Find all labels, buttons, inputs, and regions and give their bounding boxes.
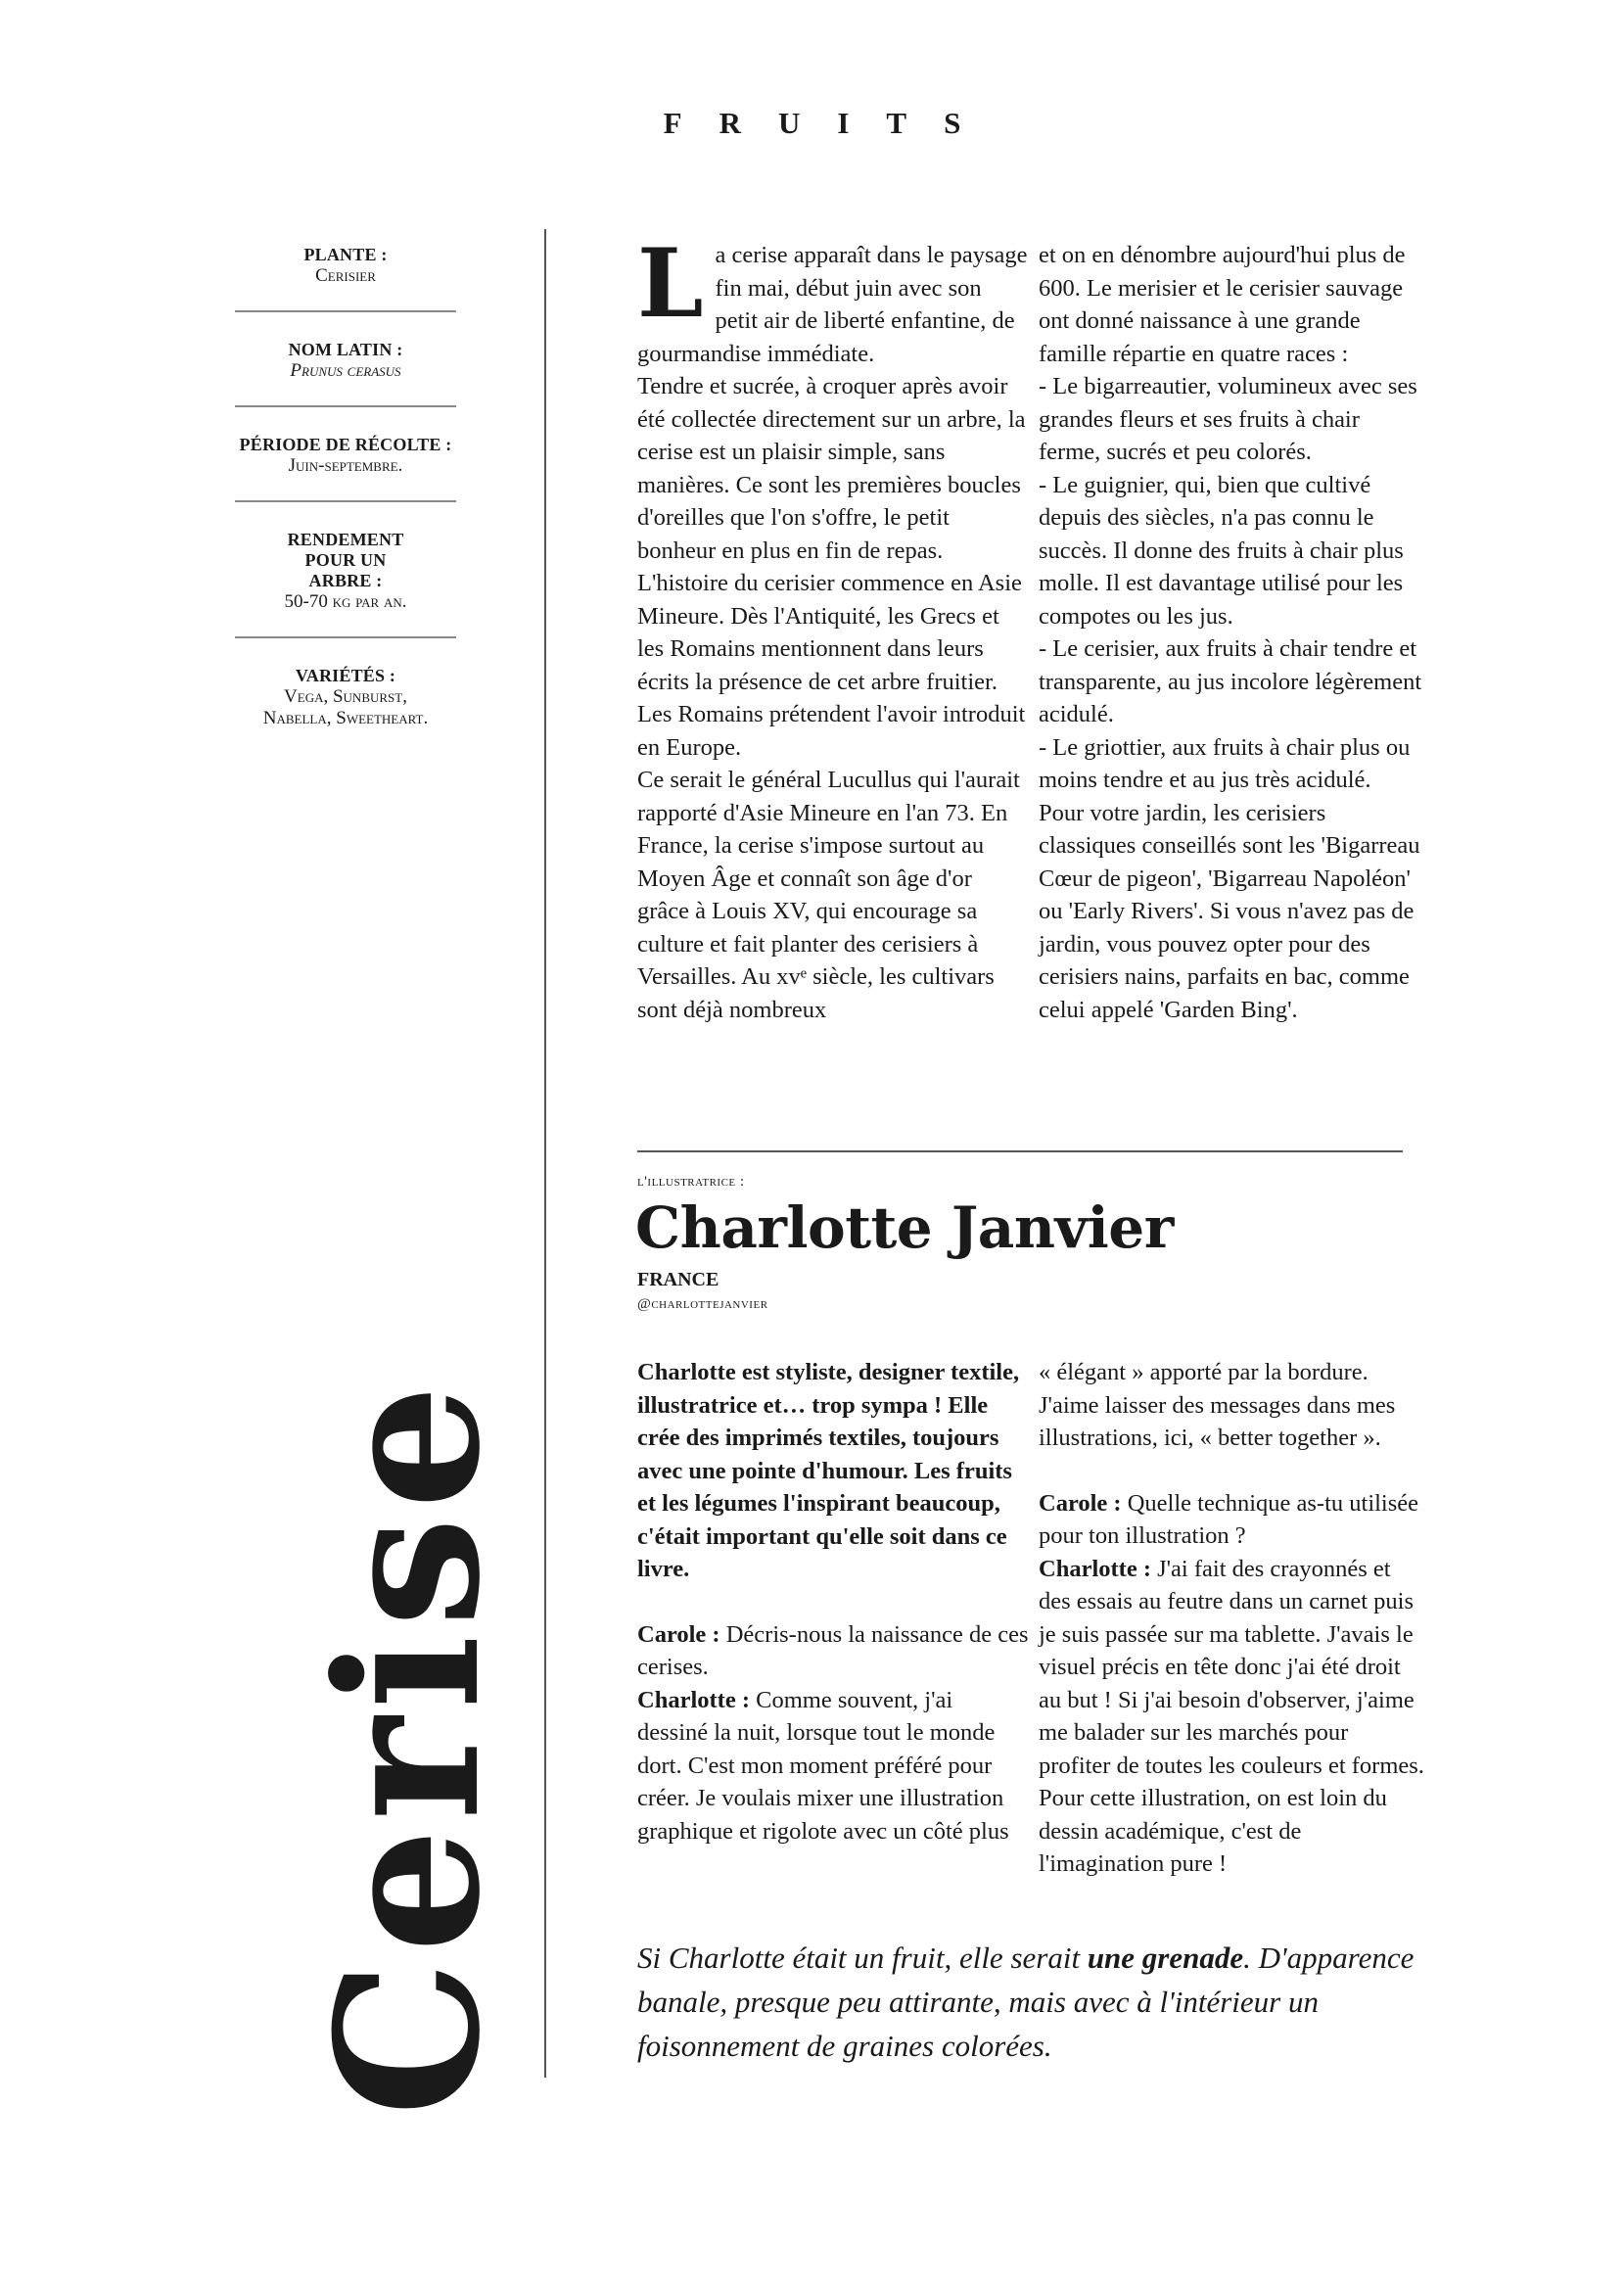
interview-answer	[637, 1684, 1029, 1848]
vertical-divider	[544, 229, 546, 2078]
info-label: PÉRIODE DE RÉCOLTE :	[239, 435, 452, 454]
quote-emphasis: une grenade	[1087, 1941, 1244, 1975]
interview-answer	[1039, 1553, 1425, 1881]
drop-cap: L	[637, 228, 704, 339]
illustrator-label: l'illustratrice :	[637, 1174, 745, 1190]
speaker-name: Charlotte :	[1039, 1555, 1151, 1582]
info-nom-latin	[235, 340, 456, 407]
info-label: NOM LATIN :	[288, 340, 403, 359]
horizontal-divider	[637, 1150, 1403, 1152]
interview-question	[637, 1618, 1029, 1684]
quote-text: . D'apparence banale, presque peu attirante, mais avec à l'intérieur un foisonnement de graines colorées.	[637, 1941, 1415, 2063]
article-paragraph: - Le cerisier, aux fruits à chair tendre et transparente, au jus incolore légèrement acidulé.	[1039, 635, 1422, 727]
info-value: Juin-septembre.	[288, 455, 403, 476]
plant-info-sidebar	[235, 245, 456, 780]
illustrator-country: FRANCE	[637, 1269, 719, 1290]
info-varietes	[235, 666, 456, 753]
article-paragraph: - Le griottier, aux fruits à chair plus ou moins tendre et au jus très acidulé.	[1039, 733, 1411, 793]
info-plante	[235, 245, 456, 312]
fruit-title: Cerise	[294, 1377, 524, 2117]
question-text: Décris-nous la naissance de ces cerises.	[637, 1620, 1029, 1680]
info-value: 50-70 kg par an.	[284, 591, 407, 612]
illustrator-handle: @charlottejanvier	[637, 1296, 768, 1312]
article-paragraph: - Le bigarreautier, volumineux avec ses grandes fleurs et ses fruits à chair ferme, sucrés et peu colorés.	[1039, 373, 1417, 465]
answer-text: Comme souvent, j'ai dessiné la nuit, lorsque tout le monde dort. C'est mon moment préféré pour créer. Je voulais mixer une illustration graphique et rigolote avec un côté plus	[637, 1686, 1009, 1845]
article-paragraph: a cerise apparaît dans le paysage fin mai, début juin avec son petit air de liberté enfantine, de gourmandise immédiate.	[637, 242, 1028, 367]
info-value: Vega, Sunburst, Nabella, Sweetheart.	[262, 686, 429, 728]
interview-column-2	[1039, 1356, 1425, 1881]
article-paragraph: Tendre et sucrée, à croquer après avoir été collectée directement sur un arbre, la cerise est un plaisir simple, sans manières. Ce sont les premières boucles d'oreilles que l'on s'offre, le petit bonheur en plus en fin de repas. L'histoire du cerisier commence en Asie Mineure. Dès l'Antiquité, les Grecs et les Romains mentionnent dans leurs écrits la présence de cet arbre fruitier. Les Romains prétendent l'avoir introduit en Europe.	[637, 373, 1026, 761]
section-header: FRUITS	[663, 106, 998, 140]
article-paragraph: et on en dénombre aujourd'hui plus de 600. Le merisier et le cerisier sauvage ont donné naissance à une grande famille répartie en quatre races :	[1039, 242, 1406, 367]
interview-question	[1039, 1487, 1425, 1553]
answer-text: J'ai fait des crayonnés et des essais au feutre dans un carnet puis je suis passée sur ma tablette. J'avais le visuel précis en tête donc j'ai été droit au but ! Si j'ai besoin d'observer, j'aime me balader sur les marchés pour profiter de toutes les couleurs et formes. Pour cette illustration, on est loin du dessin académique, c'est de l'imagination pure !	[1039, 1555, 1424, 1877]
article-column-2	[1039, 239, 1425, 1026]
interview-column-1	[637, 1356, 1029, 1848]
info-rendement	[235, 530, 456, 638]
question-text: Quelle technique as-tu utilisée pour ton illustration ?	[1039, 1489, 1419, 1549]
article-paragraph: - Le guignier, qui, bien que cultivé depuis des siècles, n'a pas connu le succès. Il donne des fruits à chair plus molle. Il est davantage utilisé pour les compotes ou les jus.	[1039, 471, 1404, 630]
article-column-1	[637, 228, 1029, 1026]
info-periode	[235, 435, 456, 502]
answer-continuation: « élégant » apporté par la bordure. J'aime laisser des messages dans mes illustrations, ici, « better together ».	[1039, 1359, 1396, 1451]
illustrator-name: Charlotte Janvier	[635, 1194, 1174, 1261]
speaker-name: Charlotte :	[637, 1686, 750, 1713]
article-paragraph: Ce serait le général Lucullus qui l'aurait rapporté d'Asie Mineure en l'an 73. En France, la cerise s'impose surtout au Moyen Âge et connaît son âge d'or grâce à Louis XV, qui encourage sa culture et fait planter des cerisiers à Versailles. Au xvᵉ siècle, les cultivars sont déjà nombreux	[637, 767, 1020, 1023]
info-value: Cerisier	[315, 265, 376, 286]
interview-intro: Charlotte est styliste, designer textile, illustratrice et… trop sympa ! Elle crée des imprimés textiles, toujours avec une pointe d'humour. Les fruits et les légumes l'inspirant beaucoup, c'était important qu'elle soit dans ce livre.	[637, 1359, 1020, 1582]
info-value: Prunus cerasus	[290, 360, 401, 381]
quote-text: Si Charlotte était un fruit, elle serait	[637, 1941, 1088, 1975]
info-label: VARIÉTÉS :	[295, 666, 396, 685]
info-label: PLANTE :	[303, 245, 388, 264]
info-label: RENDEMENT POUR UN ARBRE :	[287, 530, 404, 590]
pull-quote	[637, 1936, 1420, 2068]
speaker-name: Carole :	[637, 1620, 720, 1648]
speaker-name: Carole :	[1039, 1489, 1122, 1517]
article-paragraph: Pour votre jardin, les cerisiers classiques conseillés sont les 'Bigarreau Cœur de pigeon', 'Bigarreau Napoléon' ou 'Early Rivers'. Si vous n'avez pas de jardin, vous pouvez opter pour des cerisiers nains, parfaits en bac, comme celui appelé 'Garden Bing'.	[1039, 799, 1420, 1023]
